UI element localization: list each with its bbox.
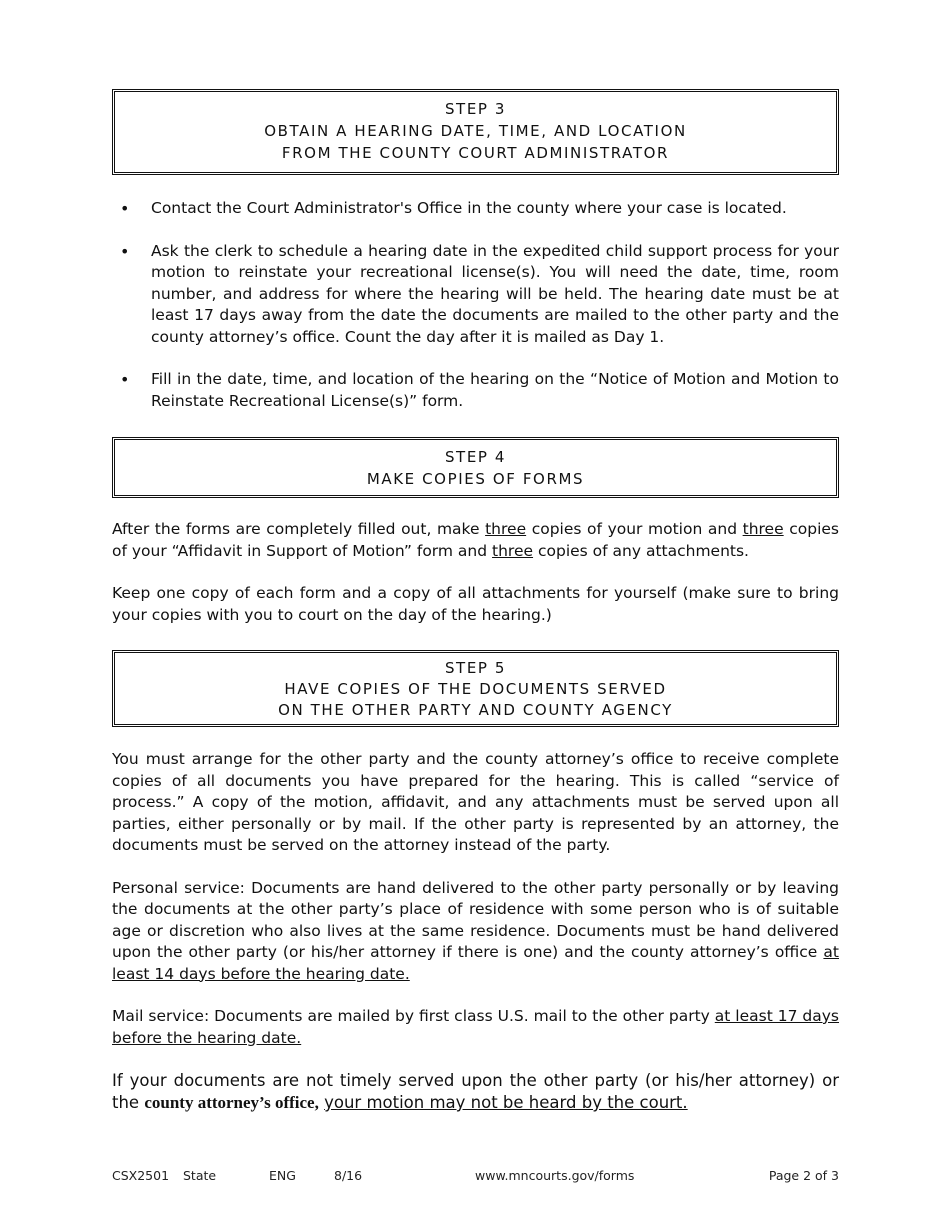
service-of-process-paragraph: You must arrange for the other party and the county attorney’s office to receive complete copies of all documents you have prepared for the hearing. This is called “service of process.” A copy of the motion, affidavit, and any attachments must be served upon all parties, either personally or by mail. If the other party is represented by an attorney, the documents must be served on the attorney instead of the party. xyxy=(112,750,839,854)
step-3-title-line-1: OBTAIN A HEARING DATE, TIME, AND LOCATION xyxy=(264,122,687,140)
step-3-header xyxy=(112,89,839,175)
step-5-header xyxy=(112,650,839,727)
step-4-title: MAKE COPIES OF FORMS xyxy=(366,470,585,488)
step-4-number: STEP 4 xyxy=(444,448,507,466)
footer-revision-date: 8/16 xyxy=(334,1168,363,1183)
keep-copy-paragraph: Keep one copy of each form and a copy of all attachments for yourself (make sure to bring your copies with you to court on the day of the hearing.) xyxy=(112,584,839,624)
three-copies-affidavit-emphasis: three xyxy=(742,520,784,538)
step-3-instructions xyxy=(112,198,839,433)
personal-service-paragraph: Personal service: Documents are hand delivered to the other party personally or by leaving the documents at the other party’s place of residence with some person who is of suitable age or discretion who also lives at the same residence. Documents must be hand delivered upon the other party (or his/her attorney if there is one) and the county attorney’s office at least 14 days before the hearing date. xyxy=(112,878,839,983)
step-5-title-line-2: ON THE OTHER PARTY AND COUNTY AGENCY xyxy=(278,701,673,719)
motion-not-heard-warning: your motion may not be heard by the court. xyxy=(324,1093,688,1112)
step-3-title-line-2: FROM THE COUNTY COURT ADMINISTRATOR xyxy=(281,144,670,162)
three-copies-motion: three xyxy=(485,520,527,538)
footer-state: State xyxy=(183,1168,217,1183)
bullet-contact-administrator: • Contact the Court Administrator's Office in the county where your case is located. xyxy=(112,198,839,220)
footer-language: ENG xyxy=(269,1168,296,1183)
three-copies-attachments: three xyxy=(492,541,534,560)
page-footer xyxy=(112,1168,839,1186)
personal-service-deadline: at least 14 days before the hearing date. xyxy=(112,943,839,983)
mail-service-deadline: at least 17 days before the hearing date. xyxy=(112,1007,839,1047)
warning-paragraph: If your documents are not timely served upon the other party (or his/her attorney) or the county attorney’s office, your motion may not be heard by the court. xyxy=(112,1071,839,1112)
county-attorney-emphasis: county attorney’s office, xyxy=(144,1093,319,1112)
mail-service-paragraph: Mail service: Documents are mailed by first class U.S. mail to the other party at least 17 days before the hearing date. xyxy=(112,1007,839,1047)
step-5-body xyxy=(112,749,839,1135)
step-5-title-line-1: HAVE COPIES OF THE DOCUMENTS SERVED xyxy=(284,680,667,698)
bullet-fill-in-hearing: • Fill in the date, time, and location of the hearing on the “Notice of Motion and Motion to Reinstate Recreational License(s)” form. xyxy=(112,369,839,412)
footer-page-number: Page 2 of 3 xyxy=(768,1168,839,1183)
step-5-number: STEP 5 xyxy=(444,659,507,677)
step-4-body xyxy=(112,519,839,647)
bullet-schedule-hearing: • Ask the clerk to schedule a hearing date in the expedited child support process for your motion to reinstate your recreational license(s). You will need the date, time, room number, and address for where the hearing will be held. The hearing date must be at least 17 days away from the date the documents are mailed to the other party and the county attorney’s office. Count the day after it is mailed as Day 1. xyxy=(112,241,839,349)
step-3-number: STEP 3 xyxy=(444,100,507,118)
footer-url: www.mncourts.gov/forms xyxy=(475,1168,635,1183)
step-4-header xyxy=(112,437,839,498)
form-id: CSX2501 xyxy=(112,1168,170,1183)
copies-paragraph: After the forms are completely filled out, make three copies of your motion and three copies of your “Affidavit in Support of Motion” form and three copies of any attachments. xyxy=(112,520,839,560)
